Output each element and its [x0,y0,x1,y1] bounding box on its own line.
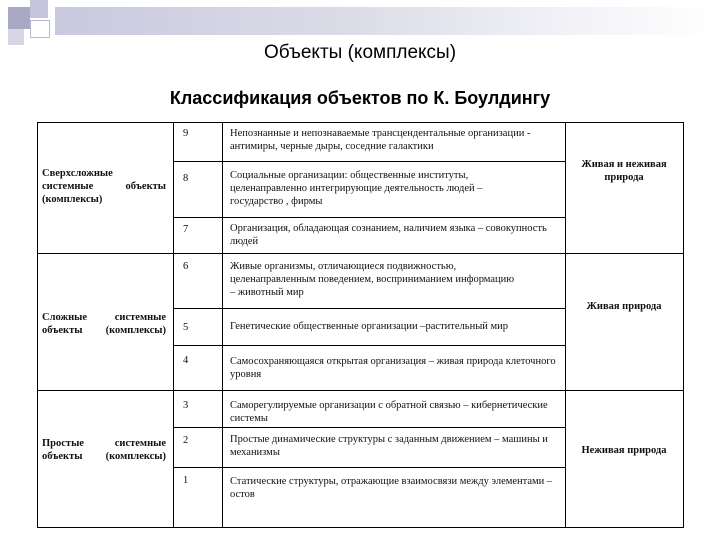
level-description: Непознанные и непознаваемые трансцендентальные организации - антимиры, черные дыры, соседние галактики [230,128,531,152]
level-description: Саморегулируемые организации с обратной связью – кибернетические системы [230,400,548,424]
level-number: 7 [183,224,189,235]
nature-nonliving: Неживая природа [581,445,667,456]
category-simple: Простые системные объекты (комплексы) [42,438,166,462]
category-complex: Сложные системные объекты (комплексы) [42,312,166,336]
nature-living: Живая природа [586,301,662,312]
level-number: 1 [183,475,189,486]
category-supercomplex: Сверхсложные системные объекты (комплексы) [42,168,166,205]
level-description: Организация, обладающая сознанием, наличием языка – совокупность людей [230,223,547,247]
decor-square-2 [30,0,48,18]
level-description: Статические структуры, отражающие взаимосвязи между элементами – остов [230,476,553,500]
nature-living-and-nonliving: Живая и неживая природа [581,159,667,183]
level-number: 5 [183,322,189,333]
level-description: Самосохраняющаяся открытая организация – живая природа клеточного уровня [230,356,556,380]
level-description: Социальные организации: общественные институты, целенаправленно интегрирующие деятельность людей – государство , фирмы [230,170,483,207]
level-description: Генетические общественные организации –растительный мир [230,321,509,332]
decor-square-4 [30,20,50,38]
level-number: 2 [183,435,189,446]
level-number: 8 [183,173,189,184]
level-description: Простые динамические структуры с заданным движением – машины и механизмы [230,434,548,458]
page-title: Объекты (комплексы) [263,42,457,63]
decor-square-1 [8,7,30,29]
level-number: 4 [183,355,189,366]
level-number: 9 [183,128,189,139]
header-gradient-bar [55,7,715,35]
level-number: 3 [183,400,189,411]
level-number: 6 [183,261,189,272]
page-subtitle: Классификация объектов по К. Боулдингу [169,88,551,108]
level-description: Живые организмы, отличающиеся подвижностью, целенаправленным поведением, восприниманием информацию – животный мир [230,261,515,298]
